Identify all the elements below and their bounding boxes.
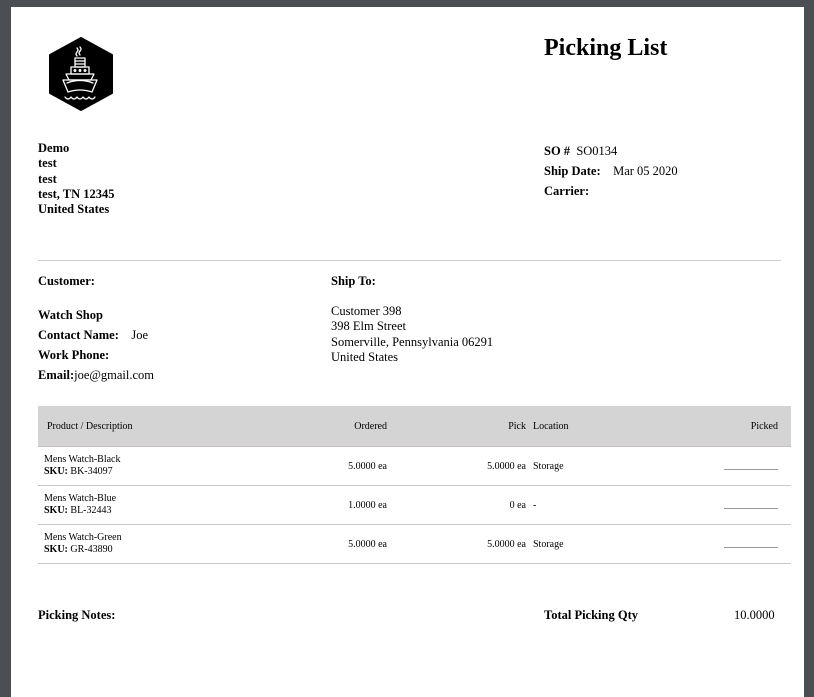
total-picking-qty-value: 10.0000 [734, 608, 775, 622]
pick-qty: 5.0000 ea [387, 525, 526, 564]
ordered-qty: 1.0000 ea [337, 486, 387, 525]
location: Storage [526, 525, 643, 564]
ordered-qty: 5.0000 ea [337, 525, 387, 564]
ship-icon [47, 36, 115, 112]
table-row [38, 447, 791, 486]
table-header-row [38, 406, 791, 447]
email-label: Email: [38, 368, 75, 382]
ordered-qty: 5.0000 ea [337, 447, 387, 486]
pick-qty: 5.0000 ea [387, 447, 526, 486]
order-meta [544, 141, 678, 201]
carrier-label: Carrier: [544, 184, 590, 198]
picked-blank-field [724, 469, 778, 470]
page-title: Picking List [544, 35, 668, 61]
carrier-row [544, 181, 678, 201]
work-phone-label: Work Phone: [38, 348, 110, 362]
ship-date-row [544, 161, 678, 181]
picking-notes-label: Picking Notes: [38, 608, 116, 622]
product-name: Mens Watch-Green [44, 532, 122, 543]
sku-value: BL-32443 [70, 505, 112, 516]
location: - [526, 486, 643, 525]
ship-to-street: 398 Elm Street [331, 319, 406, 334]
product-name: Mens Watch-Black [44, 454, 121, 465]
section-divider [38, 260, 781, 261]
customer-details [38, 305, 154, 385]
sender-name: Demo [38, 141, 70, 155]
picked-blank-field [724, 508, 778, 509]
ship-to-country: United States [331, 349, 399, 364]
ship-to-address [331, 304, 493, 365]
sender-country: United States [38, 202, 110, 217]
so-number-row [544, 141, 678, 161]
sku-label: SKU: [44, 505, 68, 516]
sku-value: GR-43890 [70, 544, 113, 555]
ship-to-name: Customer 398 [331, 304, 402, 318]
contact-name-value: Joe [131, 328, 149, 342]
location: Storage [526, 447, 643, 486]
so-number-value: SO0134 [576, 144, 618, 158]
column-header-pick: Pick [387, 406, 526, 447]
column-header-picked: Picked [643, 406, 791, 447]
sku-label: SKU: [44, 466, 68, 477]
total-picking-qty-label: Total Picking Qty [544, 608, 638, 622]
column-header-product: Product / Description [38, 406, 337, 447]
so-number-label: SO # [544, 144, 571, 158]
ship-to-heading: Ship To: [331, 274, 376, 288]
sku-value: BK-34097 [70, 466, 113, 477]
ship-date-value: Mar 05 2020 [613, 164, 678, 178]
email-value: joe@gmail.com [74, 368, 155, 382]
ship-date-label: Ship Date: [544, 164, 601, 178]
sender-address [38, 141, 115, 217]
sender-address-line: test [38, 171, 57, 186]
customer-heading: Customer: [38, 274, 95, 288]
sender-city-line: test, TN 12345 [38, 186, 115, 201]
ship-to-city: Somerville, Pennsylvania 06291 [331, 334, 494, 349]
product-name: Mens Watch-Blue [44, 493, 117, 504]
picked-blank-field [724, 547, 778, 548]
sender-address-line: test [38, 156, 57, 171]
table-row [38, 525, 791, 564]
document-page [11, 7, 804, 697]
column-header-ordered: Ordered [337, 406, 387, 447]
sku-label: SKU: [44, 544, 68, 555]
column-header-location: Location [526, 406, 643, 447]
pick-qty: 0 ea [387, 486, 526, 525]
contact-name-label: Contact Name: [38, 328, 119, 342]
customer-name: Watch Shop [38, 308, 103, 322]
picking-table [38, 406, 791, 564]
table-row [38, 486, 791, 525]
